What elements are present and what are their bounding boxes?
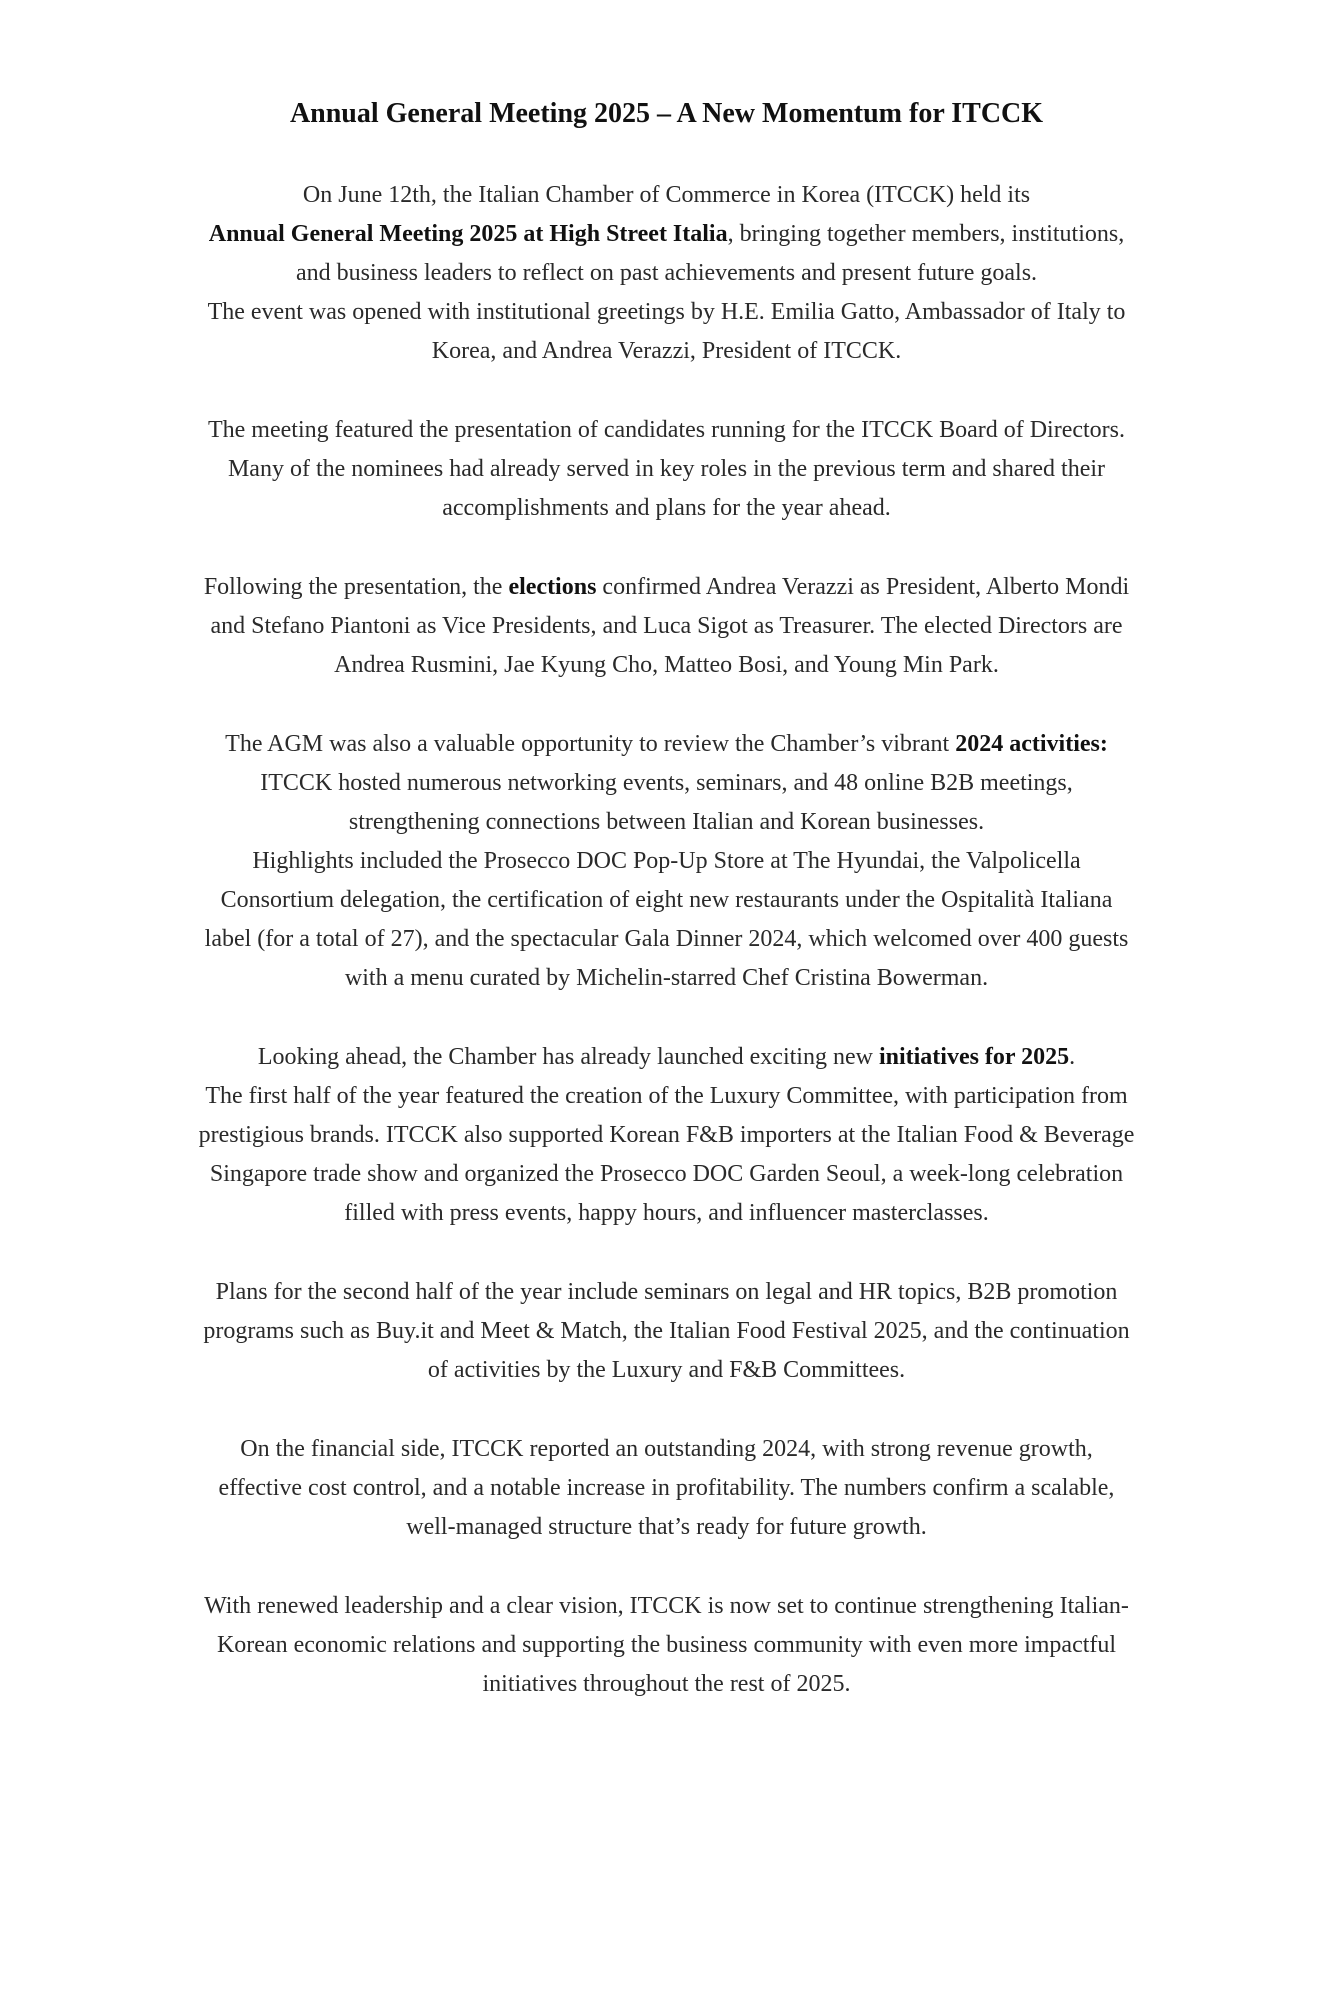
- text-span: The AGM was also a valuable opportunity to review the Chamber’s vibrant: [225, 731, 956, 757]
- paragraph-closing: [120, 1587, 1213, 1704]
- text-line: Many of the nominees had already served in key roles in the previous term and shared their: [227, 456, 1106, 482]
- text-line: and Stefano Piantoni as Vice Presidents, and Luca Sigot as Treasurer. The elected Directors are: [210, 613, 1123, 639]
- text-line: programs such as Buy.it and Meet & Match, the Italian Food Festival 2025, and the continuation: [203, 1318, 1130, 1344]
- text-span: .: [1069, 1044, 1076, 1070]
- text-line: Korean economic relations and supporting the business community with even more impactful: [216, 1632, 1117, 1658]
- text-line: with a menu curated by Michelin-starred Chef Cristina Bowerman.: [344, 965, 989, 991]
- text-line: On June 12th, the Italian Chamber of Commerce in Korea (ITCCK) held its: [302, 182, 1031, 208]
- text-line: With renewed leadership and a clear vision, ITCCK is now set to continue strengthening Italian-: [204, 1593, 1129, 1619]
- bold-phrase: elections: [508, 574, 597, 600]
- text-line: accomplishments and plans for the year ahead.: [442, 495, 891, 521]
- text-line: The meeting featured the presentation of candidates running for the ITCCK Board of Directors.: [207, 417, 1126, 443]
- text-line: well-managed structure that’s ready for future growth.: [406, 1514, 927, 1540]
- text-line: Singapore trade show and organized the Prosecco DOC Garden Seoul, a week-long celebration: [209, 1161, 1124, 1187]
- paragraph-financial: [120, 1430, 1213, 1547]
- paragraph-second-half-plans: [120, 1273, 1213, 1390]
- paragraph-agm-intro: [120, 176, 1213, 371]
- text-line: Andrea Rusmini, Jae Kyung Cho, Matteo Bosi, and Young Min Park.: [334, 652, 999, 678]
- bold-phrase: initiatives for 2025: [878, 1044, 1070, 1070]
- bold-phrase: Annual General Meeting 2025 at High Street Italia: [208, 221, 728, 247]
- text-line: The first half of the year featured the creation of the Luxury Committee, with participation from: [205, 1083, 1128, 1109]
- document-title: Annual General Meeting 2025 – A New Momentum for ITCCK: [289, 98, 1044, 129]
- text-line: ITCCK hosted numerous networking events, seminars, and 48 online B2B meetings,: [260, 770, 1073, 796]
- text-line: On the financial side, ITCCK reported an outstanding 2024, with strong revenue growth,: [240, 1436, 1093, 1462]
- text-line: prestigious brands. ITCCK also supported Korean F&B importers at the Italian Food & Beverage: [198, 1122, 1135, 1148]
- text-line: Consortium delegation, the certification of eight new restaurants under the Ospitalità Italiana: [220, 887, 1113, 913]
- text-line: [120, 568, 1213, 607]
- text-line: label (for a total of 27), and the spectacular Gala Dinner 2024, which welcomed over 400 guests: [204, 926, 1129, 952]
- text-span: confirmed Andrea Verazzi as President, Alberto Mondi: [596, 574, 1130, 600]
- text-line: effective cost control, and a notable increase in profitability. The numbers confirm a scalable,: [218, 1475, 1115, 1501]
- text-line: initiatives throughout the rest of 2025.: [482, 1671, 851, 1697]
- text-line: of activities by the Luxury and F&B Committees.: [427, 1357, 906, 1383]
- text-line: [120, 1038, 1213, 1077]
- text-line: strengthening connections between Italian and Korean businesses.: [348, 809, 985, 835]
- text-line: and business leaders to reflect on past achievements and present future goals.: [295, 260, 1038, 286]
- text-line: The event was opened with institutional greetings by H.E. Emilia Gatto, Ambassador of Italy to: [207, 299, 1126, 325]
- paragraph-2024-activities: [120, 725, 1213, 998]
- text-line: Korea, and Andrea Verazzi, President of ITCCK.: [431, 338, 902, 364]
- paragraph-2025-initiatives: [120, 1038, 1213, 1233]
- text-span: Looking ahead, the Chamber has already launched exciting new: [257, 1044, 879, 1070]
- text-line: [120, 215, 1213, 254]
- paragraph-candidates: [120, 411, 1213, 528]
- text-line: [120, 725, 1213, 764]
- text-line: Highlights included the Prosecco DOC Pop-Up Store at The Hyundai, the Valpolicella: [252, 848, 1081, 874]
- text-line: Plans for the second half of the year include seminars on legal and HR topics, B2B promotion: [215, 1279, 1118, 1305]
- text-line: filled with press events, happy hours, and influencer masterclasses.: [344, 1200, 989, 1226]
- bold-phrase: 2024 activities:: [955, 731, 1108, 757]
- text-span: Following the presentation, the: [203, 574, 509, 600]
- paragraph-elections: [120, 568, 1213, 685]
- text-span: , bringing together members, institutions,: [727, 221, 1125, 247]
